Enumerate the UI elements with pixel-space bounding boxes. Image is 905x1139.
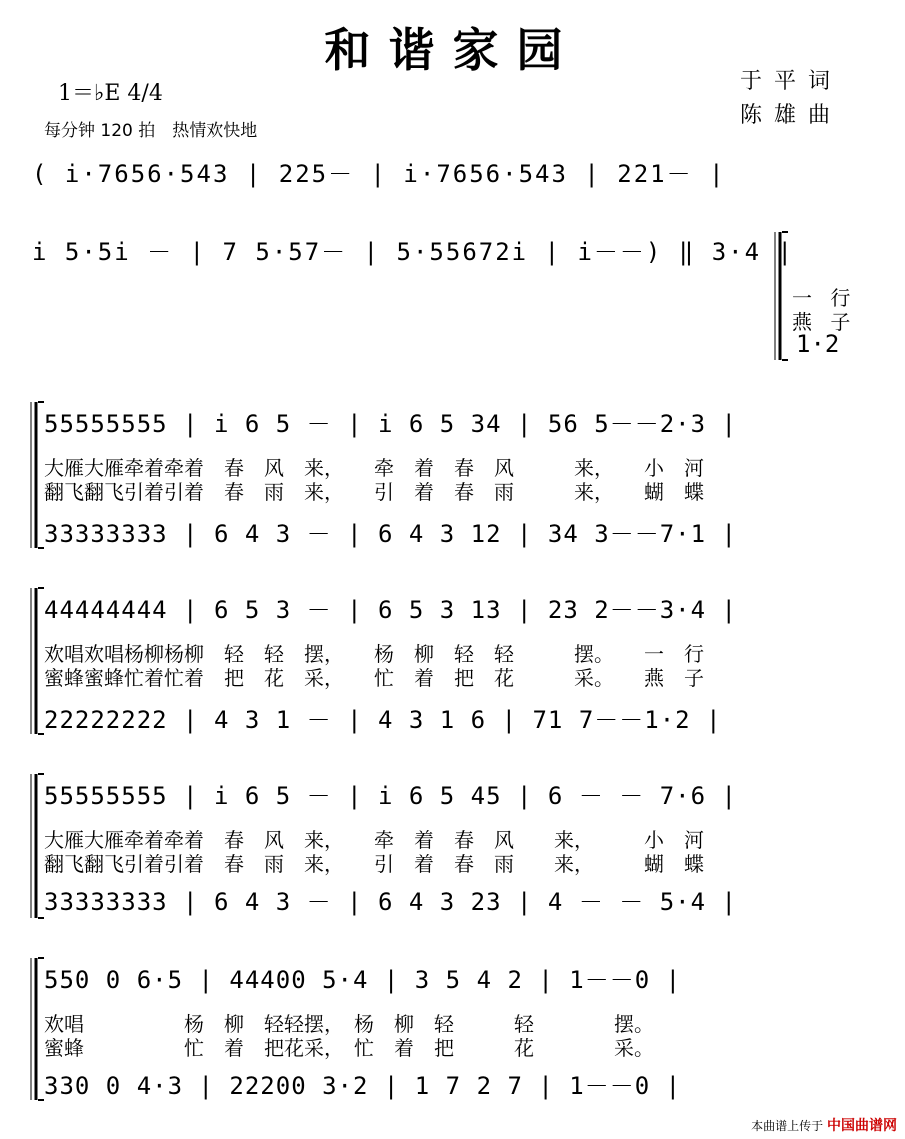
system-4-harmony: 22222222 | 4 3 1 － | 4 3 1 6 | 71 7－－1·2 | [44, 706, 722, 734]
tempo-marking: 每分钟 120 拍 热情欢快地 [44, 121, 258, 141]
footer-site-logo[interactable]: 中国曲谱网 [827, 1118, 897, 1134]
system-6-lyric-2: 蜜蜂 忙 着 把花采， 忙 着 把 花 采。 [44, 1036, 654, 1060]
system-2-lyric-2: 燕 子 [792, 310, 857, 334]
system-4-lyric-1: 欢唱欢唱杨柳杨柳 轻 轻 摆， 杨 柳 轻 轻 摆。 一 行 [44, 642, 704, 666]
system-4-lyric-2: 蜜蜂蜜蜂忙着忙着 把 花 采， 忙 着 把 花 采。 燕 子 [44, 666, 704, 690]
system-3-lyric-2: 翻飞翻飞引着引着 春 雨 来， 引 着 春 雨 来， 蝴 蝶 [44, 480, 704, 504]
system-5-melody: 55555555 | i 6 5 － | i 6 5 45 | 6 － － 7·6 | [44, 782, 737, 810]
footer-source [751, 1115, 897, 1135]
system-5-lyric-1: 大雁大雁牵着牵着 春 风 来， 牵 着 春 风 来， 小 河 [44, 828, 704, 852]
system-3-harmony: 33333333 | 6 4 3 － | 6 4 3 12 | 34 3－－7·1 | [44, 520, 737, 548]
footer-text: 本曲谱上传于 [751, 1119, 824, 1133]
system-5-lyric-2: 翻飞翻飞引着引着 春 雨 来， 引 着 春 雨 来， 蝴 蝶 [44, 852, 704, 876]
system-3-lyric-1: 大雁大雁牵着牵着 春 风 来， 牵 着 春 风 来， 小 河 [44, 456, 704, 480]
system-6-lyric-1: 欢唱 杨 柳 轻轻摆， 杨 柳 轻 轻 摆。 [44, 1012, 654, 1036]
system-5-harmony: 33333333 | 6 4 3 － | 6 4 3 23 | 4 － － 5·4 | [44, 888, 737, 916]
system-2-harmony: 1·2 [796, 330, 840, 358]
song-title: 和谐家园 [324, 23, 581, 77]
composer-credit: 陈雄曲 [740, 103, 843, 128]
system-2-melody: i 5·5i － | 7 5·57－ | 5·55672i | i－－) ‖ 3·4 | [32, 238, 794, 266]
system-1-melody: ( i·7656·543 | 225－ | i·7656·543 | 221－ | [32, 160, 726, 188]
lyricist-credit: 于平词 [740, 69, 843, 94]
key-signature: 1＝♭E 4/4 [58, 81, 163, 106]
system-6-harmony: 330 0 4·3 | 22200 3·2 | 1 7 2 7 | 1－－0 | [44, 1072, 682, 1100]
system-2-lyric-1: 一 行 [792, 286, 857, 310]
system-6-melody: 550 0 6·5 | 44400 5·4 | 3 5 4 2 | 1－－0 | [44, 966, 682, 994]
system-4-melody: 44444444 | 6 5 3 － | 6 5 3 13 | 23 2－－3·4 | [44, 596, 737, 624]
system-3-melody: 55555555 | i 6 5 － | i 6 5 34 | 56 5－－2·3 | [44, 410, 737, 438]
